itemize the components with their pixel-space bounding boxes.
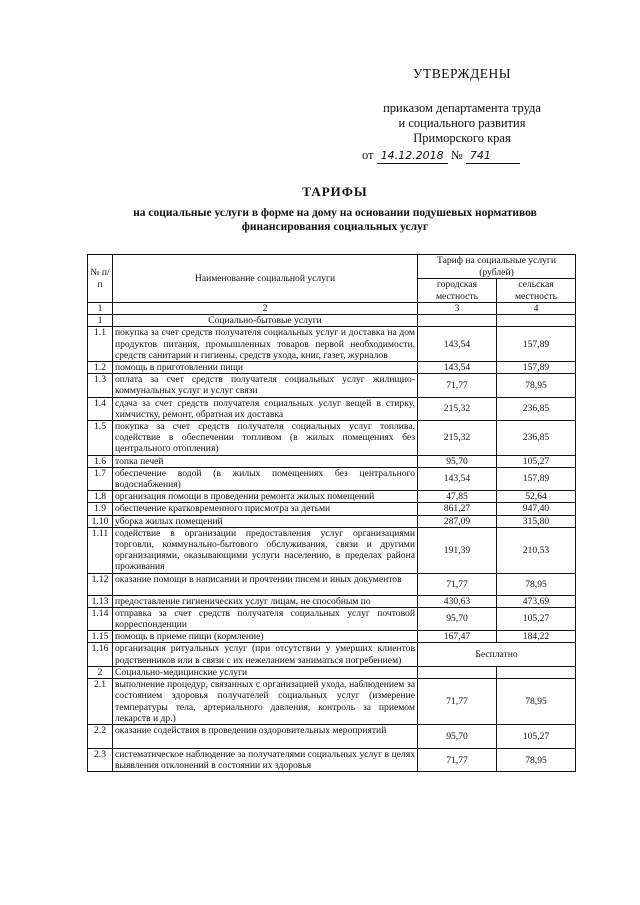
table-row [88, 327, 576, 362]
row-urban-tariff: 287,09 [418, 515, 497, 527]
row-service-name: сдача за счет средств получателя социальных услуг вещей в стирку, химчистку, ремонт, обратная их доставка [113, 397, 418, 420]
index-cell: 3 [418, 303, 497, 315]
row-no: 1.5 [88, 421, 113, 456]
row-urban-tariff: 143,54 [418, 467, 497, 490]
approval-line-3: Приморского края [413, 131, 511, 145]
row-no: 1.15 [88, 631, 113, 643]
row-no: 1.1 [88, 327, 113, 362]
row-rural-tariff: 105,27 [497, 607, 576, 630]
table-row [88, 607, 576, 630]
row-rural-tariff: 157,89 [497, 362, 576, 374]
row-rural-tariff: 236,85 [497, 397, 576, 420]
row-service-name: покупка за счет средств получателя социальных услуг и доставка на дом продуктов питания, промышленных товаров первой необходимости, средств санитарии и гигиены, средств ухода, книг, газет, журналов [113, 327, 418, 362]
row-service-name: организация помощи в проведении ремонта жилых помещений [113, 491, 418, 503]
document-heading [100, 184, 570, 234]
row-rural-tariff: 210,53 [497, 527, 576, 573]
table-row [88, 362, 576, 374]
header-rural: сельская местность [497, 279, 576, 303]
row-urban-tariff: 430,63 [418, 595, 497, 607]
row-rural-tariff: 947,40 [497, 503, 576, 515]
header-name: Наименование социальной услуги [113, 255, 418, 303]
tariffs-table [87, 254, 576, 772]
row-rural-tariff: 315,80 [497, 515, 576, 527]
row-service-name: топка печей [113, 455, 418, 467]
table-row [88, 374, 576, 397]
row-service-name: покупка за счет средств получателя социальных услуг топлива, содействие в обеспечении топливом (в жилых помещениях без центрального отопления) [113, 421, 418, 456]
header-no: № п/п [88, 255, 113, 303]
row-service-name: обеспечение водой (в жилых помещениях без центрального водоснабжения) [113, 467, 418, 490]
row-rural-tariff: 78,95 [497, 748, 576, 771]
row-no: 1.12 [88, 573, 113, 595]
row-urban-tariff: 95,70 [418, 455, 497, 467]
row-rural-tariff: 105,27 [497, 724, 576, 748]
row-service-name: оказание содействия в проведении оздоровительных мероприятий [113, 724, 418, 748]
table-row [88, 491, 576, 503]
index-row [88, 303, 576, 315]
row-urban-tariff: 143,54 [418, 362, 497, 374]
section-no: 2 [88, 666, 113, 678]
header-row [88, 255, 576, 279]
row-service-name: выполнение процедур, связанных с организацией ухода, наблюдением за состоянием здоровья получателей социальных услуг (измерение температуры тела, артериального давления, контроль за приемом лекарств и др.) [113, 679, 418, 725]
row-urban-tariff: 143,54 [418, 327, 497, 362]
row-no: 1.2 [88, 362, 113, 374]
row-service-name: обеспечение кратковременного присмотра за детьми [113, 503, 418, 515]
row-rural-tariff: 105,27 [497, 455, 576, 467]
row-no: 1.11 [88, 527, 113, 573]
row-no: 1.8 [88, 491, 113, 503]
header-urban: городская местность [418, 279, 497, 303]
row-no: 2.2 [88, 724, 113, 748]
row-service-name: оказание помощи в написании и прочтении писем и иных документов [113, 573, 418, 595]
row-urban-tariff: 215,32 [418, 421, 497, 456]
order-line [362, 148, 562, 164]
row-rural-tariff: 78,95 [497, 679, 576, 725]
table-row [88, 421, 576, 456]
row-no: 1.16 [88, 643, 113, 666]
table-row [88, 643, 576, 666]
row-no: 1.10 [88, 515, 113, 527]
section-row [88, 315, 576, 327]
row-no: 2.1 [88, 679, 113, 725]
table-row [88, 748, 576, 771]
row-service-name: содействие в организации предоставления услуг организациями торговли, коммунально-бытового обслуживания, связи и другими организациями, оказывающими услуги населению, в пределах района проживания [113, 527, 418, 573]
approval-block [362, 66, 562, 164]
table-row [88, 679, 576, 725]
table-row [88, 631, 576, 643]
empty-cell [497, 666, 576, 678]
row-no: 1.4 [88, 397, 113, 420]
row-service-name: организация ритуальных услуг (при отсутствии у умерших клиентов родственников или в связи с их нежеланием заниматься погребением) [113, 643, 418, 666]
row-urban-tariff: 861,27 [418, 503, 497, 515]
row-free-tariff: Бесплатно [418, 643, 576, 666]
table-row [88, 724, 576, 748]
section-no: 1 [88, 315, 113, 327]
table-row [88, 455, 576, 467]
row-urban-tariff: 191,39 [418, 527, 497, 573]
row-rural-tariff: 184,22 [497, 631, 576, 643]
row-urban-tariff: 71,77 [418, 748, 497, 771]
table-row [88, 515, 576, 527]
row-no: 1.13 [88, 595, 113, 607]
table-row [88, 397, 576, 420]
row-no: 2.3 [88, 748, 113, 771]
index-cell: 4 [497, 303, 576, 315]
row-rural-tariff: 78,95 [497, 374, 576, 397]
row-no: 1.9 [88, 503, 113, 515]
approval-line-1: приказом департамента труда [383, 101, 541, 115]
header-tariff: Тариф на социальные услуги (рублей) [418, 255, 576, 279]
approval-title: УТВЕРЖДЕНЫ [412, 66, 512, 81]
table-row [88, 527, 576, 573]
row-urban-tariff: 95,70 [418, 607, 497, 630]
row-service-name: уборка жилых помещений [113, 515, 418, 527]
section-name: Социально-медицинские услуги [113, 666, 418, 678]
row-rural-tariff: 157,89 [497, 467, 576, 490]
section-row [88, 666, 576, 678]
row-rural-tariff: 473,69 [497, 595, 576, 607]
order-no-label: № [450, 148, 463, 162]
index-cell: 1 [88, 303, 113, 315]
row-urban-tariff: 71,77 [418, 374, 497, 397]
document-title: ТАРИФЫ [302, 184, 368, 199]
row-service-name: помощь в приеме пищи (кормление) [113, 631, 418, 643]
table-row [88, 467, 576, 490]
row-no: 1.6 [88, 455, 113, 467]
row-service-name: оплата за счет средств получателя социальных услуг жилищно-коммунальных услуг и услуг связи [113, 374, 418, 397]
row-rural-tariff: 236,85 [497, 421, 576, 456]
row-rural-tariff: 157,89 [497, 327, 576, 362]
document-subtitle: на социальные услуги в форме на дому на основании подушевых нормативов финансирования социальных услуг [133, 207, 537, 233]
order-number: 741 [466, 148, 520, 164]
row-no: 1.14 [88, 607, 113, 630]
row-urban-tariff: 95,70 [418, 724, 497, 748]
empty-cell [418, 315, 497, 327]
table-row [88, 503, 576, 515]
section-name: Социально-бытовые услуги [113, 315, 418, 327]
row-no: 1.3 [88, 374, 113, 397]
row-service-name: систематическое наблюдение за получателями социальных услуг в целях выявления отклонений в состоянии их здоровья [113, 748, 418, 771]
row-urban-tariff: 71,77 [418, 679, 497, 725]
row-urban-tariff: 167,47 [418, 631, 497, 643]
empty-cell [497, 315, 576, 327]
row-service-name: отправка за счет средств получателя социальных услуг почтовой корреспонденции [113, 607, 418, 630]
order-prefix: от [362, 148, 374, 162]
row-service-name: помощь в приготовлении пищи [113, 362, 418, 374]
row-urban-tariff: 71,77 [418, 573, 497, 595]
row-rural-tariff: 52,64 [497, 491, 576, 503]
row-urban-tariff: 215,32 [418, 397, 497, 420]
table-row [88, 573, 576, 595]
row-no: 1.7 [88, 467, 113, 490]
table-row [88, 595, 576, 607]
row-rural-tariff: 78,95 [497, 573, 576, 595]
empty-cell [418, 666, 497, 678]
order-date: 14.12.2018 [377, 148, 448, 164]
row-urban-tariff: 47,85 [418, 491, 497, 503]
approval-line-2: и социального развития [398, 116, 526, 130]
row-service-name: предоставление гигиенических услуг лицам, не способным по [113, 595, 418, 607]
index-cell: 2 [113, 303, 418, 315]
